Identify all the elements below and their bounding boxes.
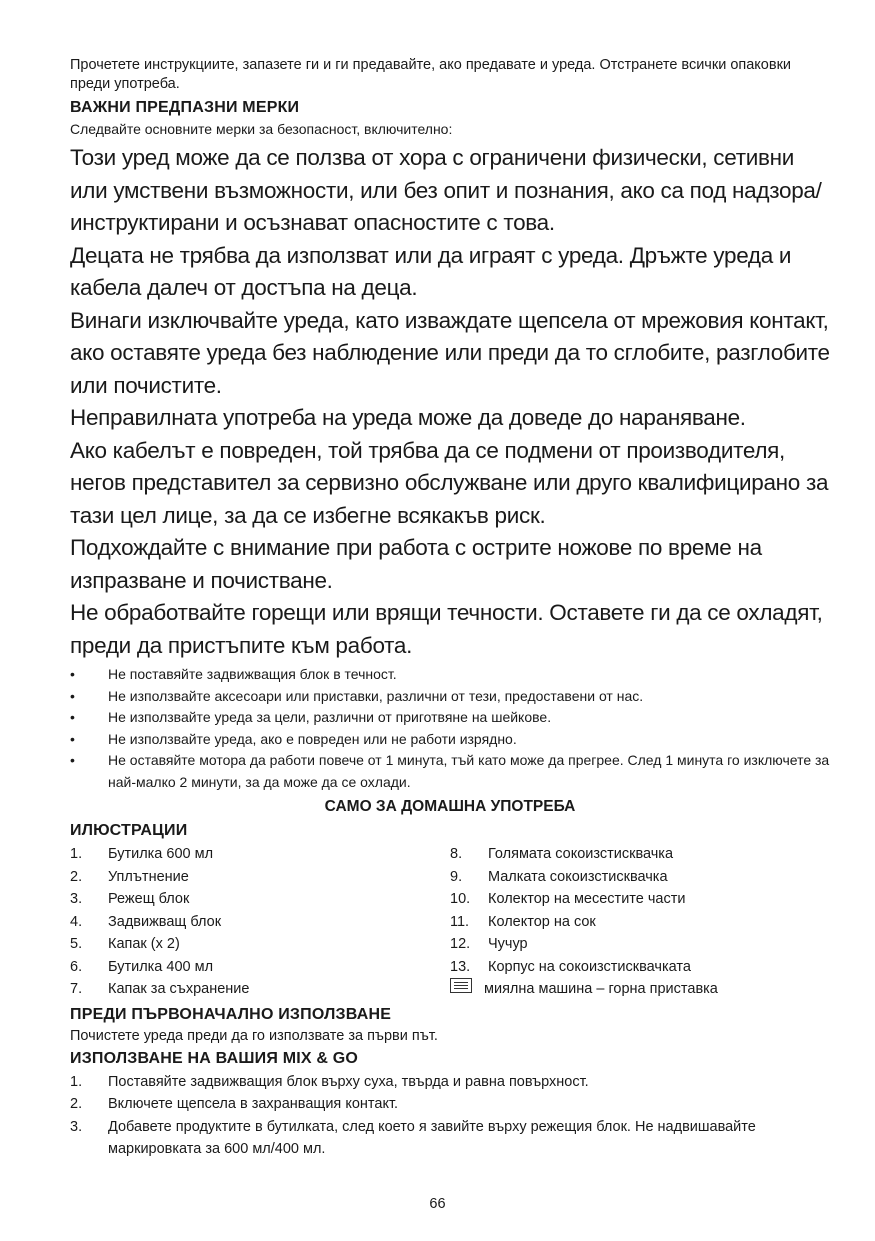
list-item [450,956,830,979]
item-label: Капак (x 2) [108,936,180,952]
list-item [70,1116,830,1161]
item-label: Уплътнение [108,868,189,885]
list-item [70,1093,830,1116]
item-label: Задвижващ блок [108,913,222,930]
using-heading: ИЗПОЛЗВАНЕ НА ВАШИЯ MIX & GO [70,1049,359,1067]
item-number: 8. [450,846,463,862]
item-number: 13. [450,958,471,975]
safety-subtitle: Следвайте основните мерки за безопасност, включително: [70,121,453,137]
list-item [70,911,450,934]
list-item [70,843,450,866]
item-number: 7. [70,981,83,997]
illustrations-right-column [450,843,830,1001]
household-only-title: САМО ЗА ДОМАШНА УПОТРЕБА [324,798,576,815]
list-item [450,888,830,911]
item-number: 10. [450,891,471,907]
step-text: Поставяйте задвижващия блок върху суха, твърда и равна повърхност. [108,1073,589,1090]
item-number: 9. [450,868,463,885]
list-item [70,933,450,956]
intro-text: Прочетете инструкциите, запазете ги и ги предавайте, ако предавате и уреда. Отстранете всички опаковки преди употреба. [70,57,792,92]
item-number: 3. [70,891,83,907]
illustrations-heading: ИЛЮСТРАЦИИ [70,822,188,839]
item-number: 4. [70,913,83,930]
item-number: 1. [70,846,83,862]
illustrations-list [70,843,830,1001]
safety-heading: ВАЖНИ ПРЕДПАЗНИ МЕРКИ [70,99,300,116]
list-item [450,843,830,866]
bullet-item: • Не поставяйте задвижващия блок в течност. [70,664,830,686]
item-label: Чучур [488,936,528,952]
item-label: Корпус на сокоизстисквачката [488,958,691,975]
safety-paragraph: Този уред може да се ползва от хора с ограничени физически, сетивни или умствени възможности, или без опит и познания, ако са под надзора/инструктирани и осъзнават опасностите с това. [70,145,822,235]
before-use-heading: ПРЕДИ ПЪРВОНАЧАЛНО ИЗПОЛЗВАНЕ [70,1005,392,1023]
list-item [70,956,450,979]
item-label: Малката сокоизстисквачка [488,868,668,885]
list-item [70,866,450,889]
safety-paragraph: Не обработвайте горещи или врящи течности. Оставете ги да се охладят, преди да пристъпите към работа. [70,600,823,658]
list-item [450,911,830,934]
list-item [70,978,450,1001]
bullet-item: • Не използвайте уреда, ако е повреден или не работи изрядно. [70,729,830,751]
document-page [70,56,830,1161]
safety-paragraph: Подхождайте с внимание при работа с острите ножове по време на изпразване и почистване. [70,535,762,593]
safety-paragraph: Ако кабелът е повреден, той трябва да се подмени от производителя, негов представител за сервизно обслужване или друго квалифицирано за тази цел лице, за да се избегне всякакъв риск. [70,437,829,528]
step-number: 3. [70,1118,83,1135]
item-number: 5. [70,936,83,952]
dishwasher-icon [450,978,472,993]
item-label: Колектор на месестите части [488,891,686,907]
bullet-item: • Не използвайте уреда за цели, различни от приготвяне на шейкове. [70,707,830,729]
before-use-text: Почистете уреда преди да го използвате за първи път. [70,1027,438,1044]
list-item [450,933,830,956]
item-label: Режещ блок [108,891,190,907]
item-label: Голямата сокоизстисквачка [488,846,674,862]
safety-paragraph: Неправилната употреба на уреда може да доведе до нараняване. [70,405,746,430]
list-item [70,1071,830,1094]
list-item [450,866,830,889]
step-text: Добавете продуктите в бутилката, след което я завийте върху режещия блок. Не надвишавайте маркировката за 600 мл/400 мл. [108,1118,756,1157]
item-number: 12. [450,936,471,952]
using-steps [70,1071,830,1161]
list-item [70,888,450,911]
item-label: Колектор на сок [488,913,596,930]
step-number: 1. [70,1073,83,1090]
list-item [450,978,830,1001]
bullet-item: • Не оставяйте мотора да работи повече от 1 минута, тъй като може да прегрее. След 1 минута го изключете за най-малко 2 минути, за да може да се охлади. [70,750,830,793]
dishwasher-note: миялна машина – горна приставка [484,981,718,997]
item-number: 2. [70,868,83,885]
item-number: 6. [70,958,83,975]
item-number: 11. [450,913,470,930]
safety-paragraph: Децата не трябва да използват или да играят с уреда. Дръжте уреда и кабела далеч от достъпа на деца. [70,242,792,300]
illustrations-left-column [70,843,450,1001]
safety-bullet-list [70,664,830,793]
safety-paragraphs [70,142,830,662]
item-label: Капак за съхранение [108,981,250,997]
step-text: Включете щепсела в захранващия контакт. [108,1096,399,1112]
item-label: Бутилка 400 мл [108,958,214,975]
bullet-item: • Не използвайте аксесоари или приставки, различни от тези, предоставени от нас. [70,686,830,708]
page-number: 66 [429,1196,446,1212]
item-label: Бутилка 600 мл [108,846,214,862]
safety-paragraph: Винаги изключвайте уреда, като изваждате щепсела от мрежовия контакт, ако оставяте уреда без наблюдение или преди да то сглобите, разглобите или почистите. [70,307,830,398]
step-number: 2. [70,1096,83,1112]
